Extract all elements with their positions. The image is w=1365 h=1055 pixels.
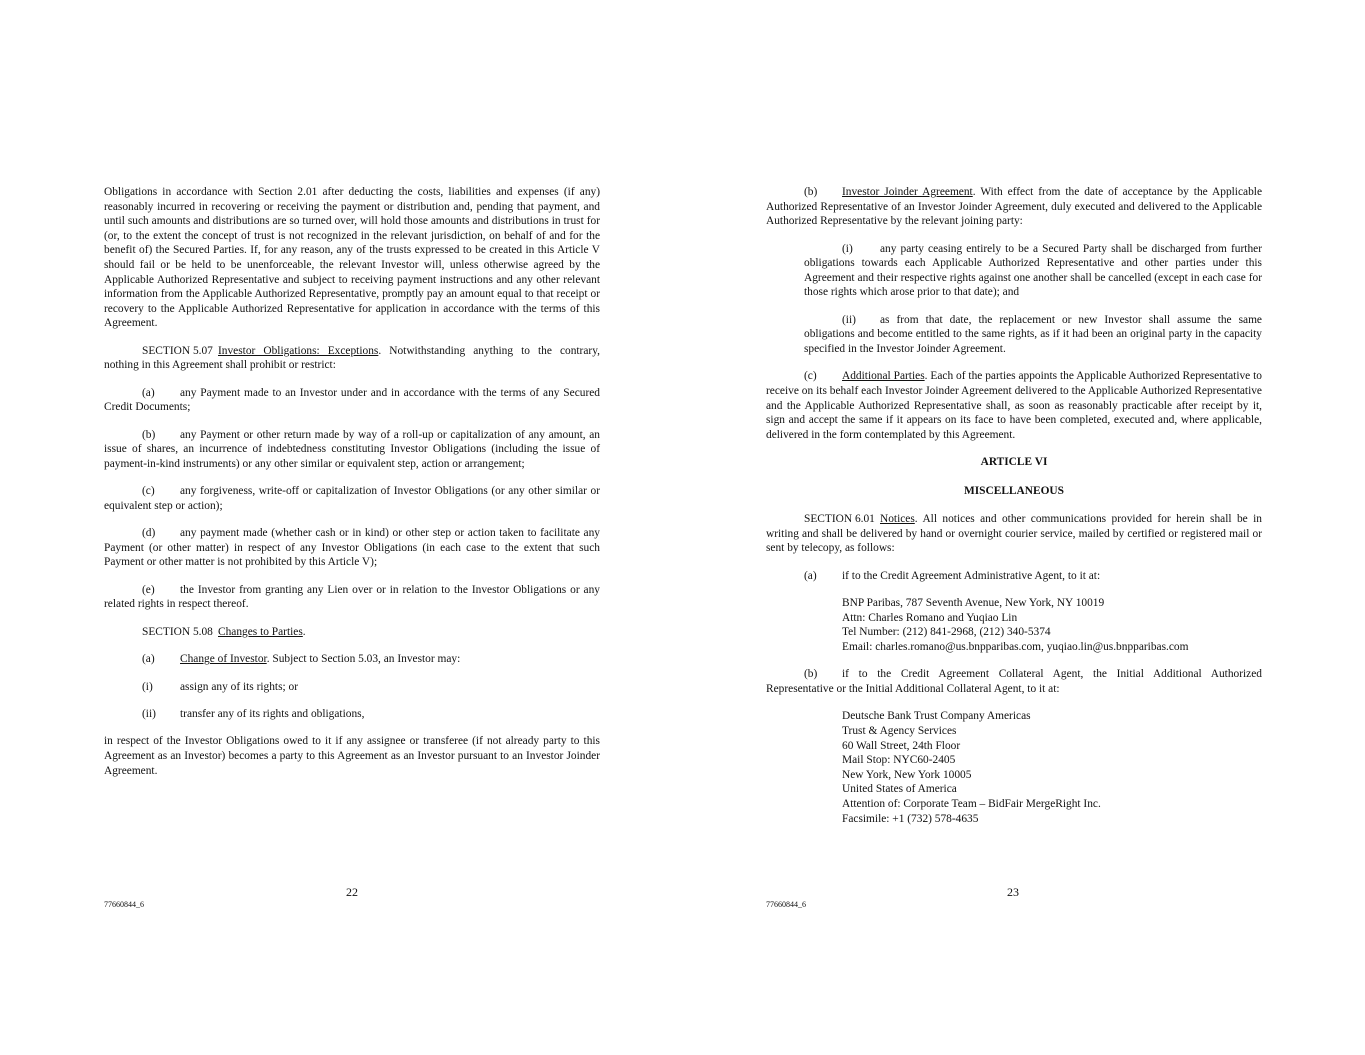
address-line: Mail Stop: NYC60-2405 bbox=[842, 754, 956, 767]
section-title: Investor Obligations: Exceptions bbox=[218, 344, 379, 357]
item-label: (b) bbox=[804, 186, 818, 198]
trust-paragraph: Obligations in accordance with Section 2.01 after deducting the costs, liabilities and expenses (if any) reasonably incurred in recovering or receiving the payment or distribution and, pending that payment, and until such amounts and distributions are so turned over, will hold those amounts and distributions in trust for (or, to the extent the concept of trust is not recognized in the relevant jurisdiction, on behalf of and for the benefit of) the Secured Parties. If, for any reason, any of the trusts expressed to be created in this Article V should fail or be held to be unenforceable, the relevant Investor will, unless otherwise agreed by the Applicable Authorized Representative and subject to receiving payment instructions and any other relevant information from the Applicable Authorized Representative, promptly pay an amount equal to that receipt or recovery to the Applicable Authorized Representative for application in accordance with the terms of this Agreement. bbox=[104, 186, 600, 330]
item-text: the Investor from granting any Lien over or in relation to the Investor Obligations or any related rights in respect thereof. bbox=[104, 583, 600, 611]
list-item bbox=[104, 526, 600, 570]
list-item bbox=[104, 386, 600, 415]
section-text: . All notices and other communications provided for herein shall be in writing and shall be delivered by hand or overnight courier service, mailed by certified or registered mail or sent by telecopy, as follows: bbox=[766, 513, 1262, 555]
left-page bbox=[0, 0, 682, 1055]
section-period: . bbox=[302, 625, 306, 638]
item-label: (c) bbox=[804, 370, 817, 383]
address-line: United States of America bbox=[842, 783, 957, 796]
address-line: 60 Wall Street, 24th Floor bbox=[842, 739, 961, 752]
address-line: Deutsche Bank Trust Company Americas bbox=[842, 710, 1031, 723]
left-page-body bbox=[104, 185, 600, 791]
item-label: (i) bbox=[142, 680, 153, 693]
address-line: Tel Number: (212) 841-2968, (212) 340-5374 bbox=[842, 626, 1051, 639]
section-number: SECTION 5.07 bbox=[142, 344, 213, 357]
item-title: Change of Investor bbox=[180, 653, 267, 666]
right-page bbox=[683, 0, 1365, 1055]
section-5-08 bbox=[104, 625, 600, 640]
address-block-deutsche bbox=[766, 709, 1262, 826]
list-item bbox=[104, 583, 600, 612]
item-label: (i) bbox=[842, 242, 853, 255]
item-label: (b) bbox=[142, 428, 156, 441]
section-number: SECTION 6.01 bbox=[804, 513, 875, 526]
item-label: (ii) bbox=[842, 313, 856, 326]
address-line: Email: charles.romano@us.bnpparibas.com, yuqiao.lin@us.bnpparibas.com bbox=[842, 641, 1189, 654]
item-label: (d) bbox=[142, 527, 156, 540]
item-text: any Payment or other return made by way of a roll-up or capitalization of any amount, an issue of shares, an incurrence of indebtedness constituting Investor Obligations (including the issue of payment-in-kind instruments) or any other similar or equivalent step, action or arrangement; bbox=[104, 428, 600, 470]
item-label: (ii) bbox=[142, 708, 156, 720]
list-item bbox=[104, 428, 600, 472]
item-text: as from that date, the replacement or new Investor shall assume the same obligations and become entitled to the same rights, as if it had been an original party in the capacity specified in the Investor Joinder Agreement. bbox=[804, 313, 1262, 355]
investor-joinder-paragraph bbox=[766, 185, 1262, 229]
change-of-investor bbox=[104, 652, 600, 667]
section-6-01 bbox=[766, 512, 1262, 556]
item-label: (c) bbox=[142, 485, 155, 498]
article-heading: ARTICLE VI bbox=[980, 456, 1048, 469]
notice-item-a bbox=[766, 569, 1262, 584]
section-5-07 bbox=[104, 344, 600, 373]
address-line: BNP Paribas, 787 Seventh Avenue, New York, NY 10019 bbox=[842, 597, 1105, 610]
item-text: if to the Credit Agreement Collateral Agent, the Initial Additional Authorized Representative or the Initial Additional Collateral Agent, to it at: bbox=[766, 668, 1262, 696]
section-number: SECTION 5.08 bbox=[142, 625, 213, 638]
right-page-body bbox=[766, 185, 1262, 839]
item-text: if to the Credit Agreement Administrative Agent, to it at: bbox=[842, 569, 1101, 582]
list-item bbox=[104, 484, 600, 513]
item-text: any payment made (whether cash or in kind) or other step or action taken to facilitate any Payment (or other matter) in respect of any Investor Obligations (in each case to the extent that such Payment or other matter is not prohibited by this Article V); bbox=[104, 527, 600, 569]
item-text: assign any of its rights; or bbox=[180, 680, 299, 693]
document-id: 77660844_6 bbox=[104, 900, 144, 909]
sub-item-i bbox=[104, 680, 600, 695]
item-title: Additional Parties bbox=[842, 370, 925, 383]
item-label: (b) bbox=[804, 668, 818, 681]
item-text: . Each of the parties appoints the Applicable Authorized Representative to receive on its behalf each Investor Joinder Agreement delivered to the Applicable Authorized Representative and the Applicable Authorized Representative shall, as soon as reasonably practicable after receipt by it, sign and accept the same if it appears on its face to have been completed, executed and, where applicable, delivered in the form contemplated by this Agreement. bbox=[766, 370, 1262, 441]
section-text: . Notwithstanding anything to the contrary, nothing in this Agreement shall prohibit or restrict: bbox=[104, 344, 601, 372]
address-line: Attn: Charles Romano and Yuqiao Lin bbox=[842, 611, 1018, 624]
address-line: Attention of: Corporate Team – BidFair MergeRight Inc. bbox=[842, 797, 1101, 810]
address-line: New York, New York 10005 bbox=[842, 768, 972, 781]
item-label: (a) bbox=[804, 569, 817, 582]
sub-item-i bbox=[766, 242, 1262, 300]
page-number: 22 bbox=[346, 885, 358, 899]
notice-item-b bbox=[766, 667, 1262, 696]
address-line: Trust & Agency Services bbox=[842, 725, 957, 737]
item-text: . Subject to Section 5.03, an Investor may: bbox=[266, 653, 461, 666]
item-text: any party ceasing entirely to be a Secured Party shall be discharged from further obligations towards each Applicable Authorized Representative and other parties under this Agreement and their respective rights against one another shall be cancelled (except in each case for those rights which arose prior to that date); and bbox=[804, 242, 1262, 299]
item-text: transfer any of its rights and obligations, bbox=[180, 708, 365, 720]
address-line: Facsimile: +1 (732) 578-4635 bbox=[842, 812, 979, 825]
item-text: . With effect from the date of acceptance by the Applicable Authorized Representative of an Investor Joinder Agreement, duly executed and delivered to the Applicable Authorized Representative by the relevant joining party: bbox=[766, 186, 1262, 228]
item-label: (a) bbox=[142, 386, 155, 399]
sub-item-ii bbox=[104, 707, 600, 722]
address-block-bnp bbox=[766, 596, 1262, 654]
article-title: MISCELLANEOUS bbox=[963, 484, 1064, 497]
item-title: Investor Joinder Agreement bbox=[842, 186, 973, 198]
section-title: Notices bbox=[880, 513, 915, 526]
additional-parties-paragraph bbox=[766, 369, 1262, 442]
sub-item-ii bbox=[766, 313, 1262, 357]
item-label: (e) bbox=[142, 583, 155, 596]
item-label: (a) bbox=[142, 653, 155, 666]
page-number: 23 bbox=[1007, 885, 1019, 899]
section-title: Changes to Parties bbox=[218, 625, 303, 638]
document-id: 77660844_6 bbox=[766, 900, 806, 909]
closing-paragraph: in respect of the Investor Obligations owed to it if any assignee or transferee (if not already party to this Agreement as an Investor) becomes a party to this Agreement as an Investor pursuant to an Investor Joinder Agreement. bbox=[104, 735, 600, 777]
item-text: any forgiveness, write-off or capitalization of Investor Obligations (or any other similar or equivalent step or action); bbox=[104, 485, 600, 512]
item-text: any Payment made to an Investor under and in accordance with the terms of any Secured Credit Documents; bbox=[104, 386, 600, 414]
